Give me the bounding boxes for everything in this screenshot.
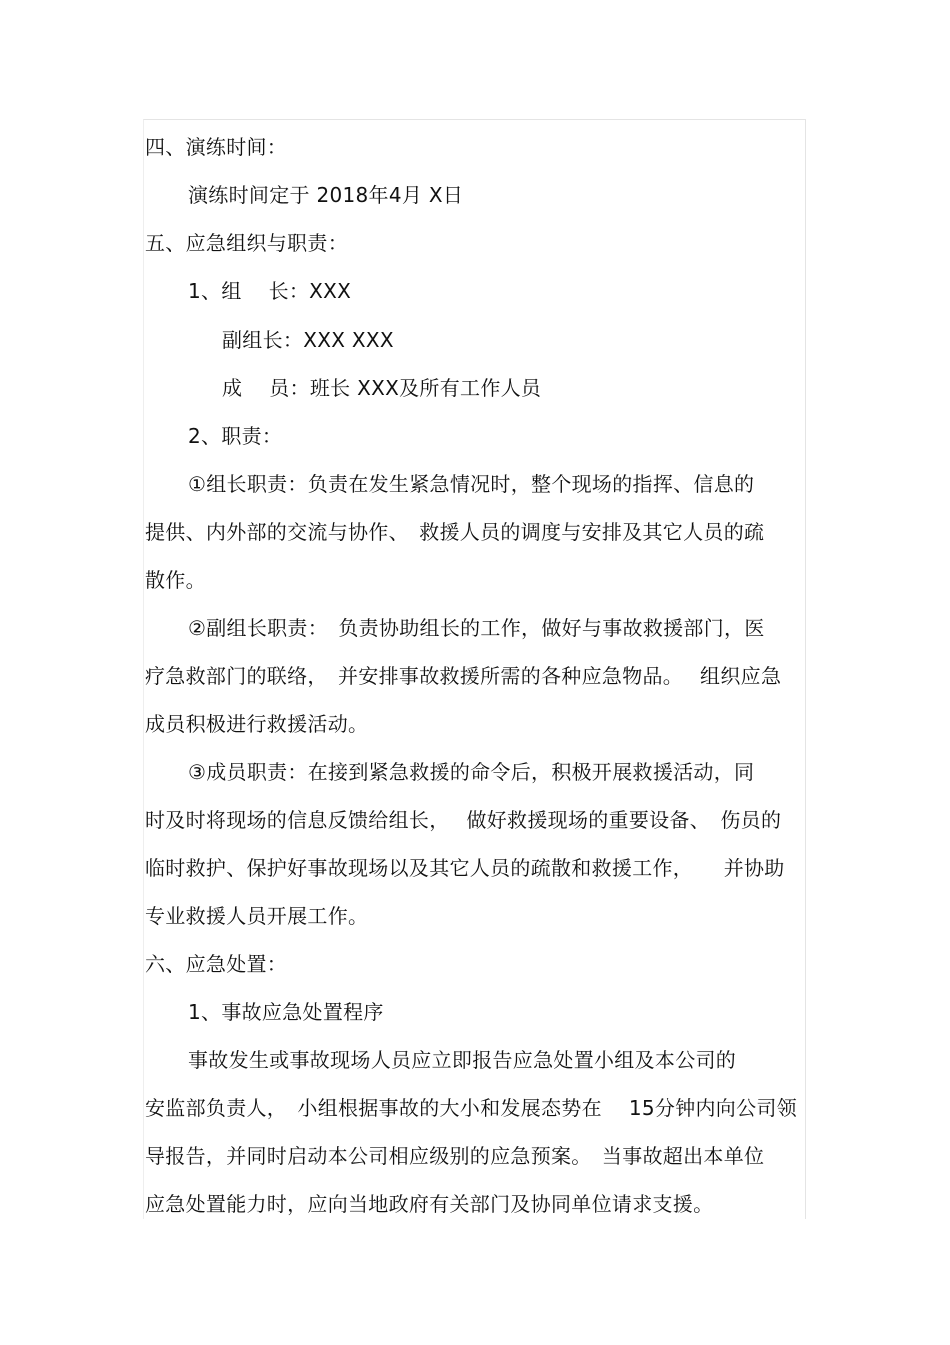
section-5-heading: 五、应急组织与职责： — [145, 231, 348, 255]
procedure-paragraph-line: 应急处置能力时，应向当地政府有关部门及协同单位请求支援。 — [145, 1192, 714, 1216]
procedure-subheading: 1、事故应急处置程序 — [188, 1000, 384, 1024]
leader-duty-line: ①组长职责：负责在发生紧急情况时，整个现场的指挥、信息的 — [188, 472, 755, 496]
member-duty-line: 时及时将现场的信息反馈给组长， 做好救援现场的重要设备、 伤员的 — [145, 808, 782, 832]
deputy-leader-line: 副组长：XXX XXX — [222, 328, 394, 352]
members-line: 成 员：班长 XXX及所有工作人员 — [222, 376, 542, 400]
section-4-body: 演练时间定于 2018年4月 X日 — [188, 183, 464, 207]
procedure-paragraph-line: 事故发生或事故现场人员应立即报告应急处置小组及本公司的 — [188, 1048, 737, 1072]
member-duty-line: 专业救援人员开展工作。 — [145, 904, 369, 928]
leader-duty-line: 散作。 — [145, 568, 206, 592]
member-duty-line: ③成员职责：在接到紧急救援的命令后，积极开展救援活动，同 — [188, 760, 755, 784]
procedure-paragraph-line: 导报告，并同时启动本公司相应级别的应急预案。 当事故超出本单位 — [145, 1144, 765, 1168]
procedure-paragraph-line: 安监部负责人， 小组根据事故的大小和发展态势在 15分钟内向公司领 — [145, 1096, 798, 1120]
member-duty-line: 临时救护、保护好事故现场以及其它人员的疏散和救援工作， 并协助 — [145, 856, 785, 880]
deputy-duty-line: 疗急救部门的联络， 并安排事故救援所需的各种应急物品。 组织应急 — [145, 664, 782, 688]
team-leader-line: 1、组 长：XXX — [188, 279, 352, 303]
section-4-heading: 四、演练时间： — [145, 135, 288, 159]
deputy-duty-line: 成员积极进行救援活动。 — [145, 712, 369, 736]
leader-duty-line: 提供、内外部的交流与协作、 救援人员的调度与安排及其它人员的疏 — [145, 520, 765, 544]
duties-heading: 2、职责： — [188, 424, 283, 448]
deputy-duty-line: ②副组长职责： 负责协助组长的工作，做好与事故救援部门，医 — [188, 616, 765, 640]
section-6-heading: 六、应急处置： — [145, 952, 288, 976]
